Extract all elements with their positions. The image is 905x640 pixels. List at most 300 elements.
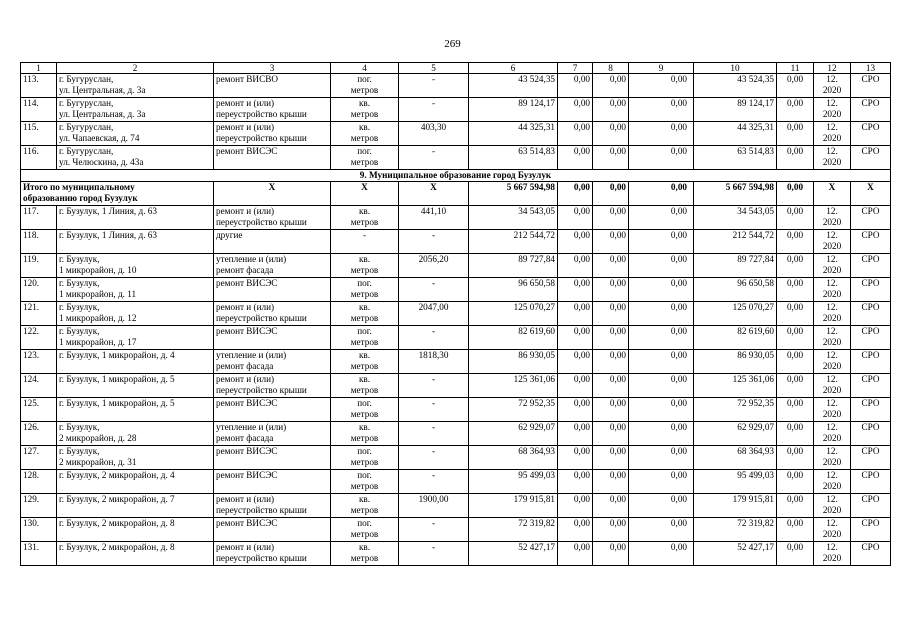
unit-cell-text: метров xyxy=(350,109,379,119)
value-cell-text: 0,00 xyxy=(670,350,687,360)
unit-cell xyxy=(331,122,399,146)
value-cell-text: 0,00 xyxy=(609,470,626,480)
cost-cell xyxy=(469,494,558,518)
address-cell-text: 1 микрорайон, д. 11 xyxy=(59,289,137,299)
value-cell xyxy=(777,398,814,422)
column-number: 13 xyxy=(851,63,891,74)
value-cell-text: 0,00 xyxy=(609,230,626,240)
unit-cell-text: метров xyxy=(350,217,379,227)
row-number-text: 120. xyxy=(23,278,40,288)
date-cell-text: 2020 xyxy=(822,385,842,395)
address-cell xyxy=(57,446,214,470)
table-row xyxy=(21,302,891,326)
unit-cell-text: кв. xyxy=(358,302,371,312)
work-type-cell-text: ремонт фасада xyxy=(216,265,274,275)
date-cell xyxy=(814,302,851,326)
value-cell xyxy=(558,302,593,326)
cost-repeat-cell xyxy=(694,230,777,254)
quantity-cell-text: - xyxy=(431,398,436,408)
value-cell xyxy=(777,470,814,494)
unit-cell-text: кв. xyxy=(358,374,371,384)
unit-cell-text: кв. xyxy=(358,542,371,552)
work-type-cell xyxy=(214,494,331,518)
value-cell xyxy=(558,518,593,542)
date-cell xyxy=(814,98,851,122)
cost-cell-text: 82 619,60 xyxy=(518,326,555,336)
unit-cell-text: пог. xyxy=(357,446,372,456)
cost-repeat-cell xyxy=(694,542,777,566)
value-cell-text: 0,00 xyxy=(573,326,590,336)
value-cell xyxy=(629,122,694,146)
value-cell-text: 0,00 xyxy=(573,74,590,84)
table-row xyxy=(21,350,891,374)
unit-cell-text: кв. xyxy=(358,122,371,132)
value-cell xyxy=(558,74,593,98)
total-cost-repeat: 5 667 594,98 xyxy=(694,182,777,206)
row-number xyxy=(21,350,57,374)
cost-cell-text: 125 070,27 xyxy=(513,302,555,312)
work-type-cell xyxy=(214,398,331,422)
quantity-cell-text: - xyxy=(431,446,436,456)
quantity-cell-text: - xyxy=(431,542,436,552)
unit-cell xyxy=(331,494,399,518)
column-number: 6 xyxy=(469,63,558,74)
value-cell-text: 0,00 xyxy=(670,446,687,456)
value-cell-text: 0,00 xyxy=(573,254,590,264)
address-cell-text: г. Бугуруслан, xyxy=(59,98,114,108)
work-type-cell-text: ремонт и (или) xyxy=(216,302,275,312)
source-cell-text: СРО xyxy=(861,518,880,528)
value-cell xyxy=(558,146,593,170)
cost-cell-text: 89 727,84 xyxy=(518,254,555,264)
source-cell xyxy=(851,230,891,254)
work-type-cell xyxy=(214,254,331,278)
unit-cell xyxy=(331,230,399,254)
date-cell xyxy=(814,422,851,446)
source-cell xyxy=(851,470,891,494)
value-cell xyxy=(558,542,593,566)
address-cell xyxy=(57,122,214,146)
value-cell xyxy=(777,146,814,170)
cost-cell xyxy=(469,206,558,230)
unit-cell xyxy=(331,542,399,566)
source-cell xyxy=(851,74,891,98)
date-cell-text: 12. xyxy=(826,374,838,384)
cost-repeat-cell xyxy=(694,206,777,230)
source-cell-text: СРО xyxy=(861,374,880,384)
value-cell xyxy=(558,254,593,278)
quantity-cell-text: - xyxy=(431,422,436,432)
work-type-cell-text: переустройство крыши xyxy=(216,553,307,563)
quantity-cell xyxy=(399,230,469,254)
source-cell-text: СРО xyxy=(861,422,880,432)
value-cell xyxy=(629,302,694,326)
date-cell-text: 2020 xyxy=(822,409,842,419)
cost-cell xyxy=(469,326,558,350)
date-cell xyxy=(814,470,851,494)
value-cell-text: 0,00 xyxy=(609,254,626,264)
value-cell xyxy=(629,206,694,230)
value-cell-text: 0,00 xyxy=(786,146,804,156)
value-cell xyxy=(777,230,814,254)
total-x: X xyxy=(399,182,469,206)
date-cell-text: 12. xyxy=(826,422,838,432)
value-cell xyxy=(558,326,593,350)
value-cell xyxy=(629,542,694,566)
date-cell xyxy=(814,350,851,374)
table-row xyxy=(21,446,891,470)
total-value: 0,00 xyxy=(629,182,694,206)
date-cell-text: 2020 xyxy=(822,481,842,491)
total-label-line: образованию город Бузулук xyxy=(23,193,138,203)
work-type-cell xyxy=(214,542,331,566)
cost-cell xyxy=(469,230,558,254)
cost-cell xyxy=(469,470,558,494)
cost-cell xyxy=(469,374,558,398)
value-cell-text: 0,00 xyxy=(786,350,804,360)
cost-repeat-cell xyxy=(694,446,777,470)
quantity-cell-text: - xyxy=(431,326,436,336)
unit-cell xyxy=(331,470,399,494)
address-cell xyxy=(57,302,214,326)
address-cell xyxy=(57,494,214,518)
work-type-cell-text: ремонт и (или) xyxy=(216,374,275,384)
value-cell-text: 0,00 xyxy=(573,422,590,432)
unit-cell xyxy=(331,518,399,542)
value-cell-text: 0,00 xyxy=(786,494,804,504)
table-row xyxy=(21,98,891,122)
row-number xyxy=(21,98,57,122)
value-cell-text: 0,00 xyxy=(786,122,804,132)
value-cell-text: 0,00 xyxy=(670,254,687,264)
cost-cell-text: 63 514,83 xyxy=(518,146,555,156)
source-cell xyxy=(851,422,891,446)
row-number xyxy=(21,206,57,230)
date-cell xyxy=(814,122,851,146)
cost-cell-text: 86 930,05 xyxy=(518,350,555,360)
quantity-cell xyxy=(399,398,469,422)
row-number xyxy=(21,146,57,170)
row-number-text: 121. xyxy=(23,302,40,312)
row-number xyxy=(21,422,57,446)
row-number-text: 117. xyxy=(23,206,39,216)
value-cell-text: 0,00 xyxy=(670,542,687,552)
cost-cell-text: 125 361,06 xyxy=(513,374,555,384)
unit-cell xyxy=(331,398,399,422)
work-type-cell-text: переустройство крыши xyxy=(216,217,307,227)
unit-cell-text: метров xyxy=(350,505,379,515)
cost-repeat-cell-text: 95 499,03 xyxy=(737,470,774,480)
address-cell-text: г. Бузулук, 1 Линия, д. 63 xyxy=(59,230,157,240)
work-type-cell-text: ремонт ВИСЭС xyxy=(216,398,278,408)
value-cell-text: 0,00 xyxy=(609,398,626,408)
address-cell-text: ул. Центральная, д. 3а xyxy=(59,109,146,119)
unit-cell xyxy=(331,278,399,302)
value-cell-text: 0,00 xyxy=(786,422,804,432)
source-cell xyxy=(851,254,891,278)
date-cell xyxy=(814,146,851,170)
date-cell-text: 2020 xyxy=(822,529,842,539)
value-cell xyxy=(593,422,629,446)
source-cell xyxy=(851,302,891,326)
cost-repeat-cell xyxy=(694,374,777,398)
table-row xyxy=(21,542,891,566)
total-value: 0,00 xyxy=(777,182,814,206)
value-cell xyxy=(777,326,814,350)
unit-cell-text: кв. xyxy=(358,350,371,360)
source-cell-text: СРО xyxy=(861,350,880,360)
value-cell xyxy=(777,494,814,518)
value-cell-text: 0,00 xyxy=(786,98,804,108)
quantity-cell-text: 2056,20 xyxy=(418,254,449,264)
date-cell-text: 12. xyxy=(826,122,838,132)
unit-cell xyxy=(331,206,399,230)
unit-cell-text: пог. xyxy=(357,146,372,156)
work-type-cell xyxy=(214,326,331,350)
source-cell-text: СРО xyxy=(861,470,880,480)
value-cell-text: 0,00 xyxy=(786,74,804,84)
value-cell xyxy=(558,374,593,398)
cost-repeat-cell-text: 89 727,84 xyxy=(737,254,774,264)
value-cell-text: 0,00 xyxy=(609,278,626,288)
date-cell-text: 2020 xyxy=(822,217,842,227)
source-cell xyxy=(851,518,891,542)
column-number: 2 xyxy=(57,63,214,74)
value-cell-text: 0,00 xyxy=(573,278,590,288)
address-cell-text: г. Бузулук, 1 микрорайон, д. 5 xyxy=(59,374,175,384)
value-cell-text: 0,00 xyxy=(573,374,590,384)
value-cell-text: 0,00 xyxy=(670,146,687,156)
quantity-cell-text: - xyxy=(431,374,436,384)
value-cell-text: 0,00 xyxy=(573,470,590,480)
source-cell xyxy=(851,350,891,374)
value-cell xyxy=(777,350,814,374)
value-cell xyxy=(593,254,629,278)
row-number-text: 123. xyxy=(23,350,40,360)
value-cell-text: 0,00 xyxy=(573,398,590,408)
work-type-cell-text: переустройство крыши xyxy=(216,385,307,395)
cost-repeat-cell xyxy=(694,326,777,350)
unit-cell-text: кв. xyxy=(358,422,371,432)
cost-cell xyxy=(469,518,558,542)
source-cell xyxy=(851,98,891,122)
value-cell-text: 0,00 xyxy=(609,350,626,360)
quantity-cell-text: - xyxy=(431,230,436,240)
address-cell xyxy=(57,230,214,254)
table-row xyxy=(21,278,891,302)
date-cell xyxy=(814,398,851,422)
work-type-cell xyxy=(214,74,331,98)
quantity-cell xyxy=(399,98,469,122)
cost-repeat-cell-text: 44 325,31 xyxy=(737,122,774,132)
unit-cell xyxy=(331,146,399,170)
source-cell xyxy=(851,398,891,422)
value-cell xyxy=(777,446,814,470)
address-cell-text: 1 микрорайон, д. 12 xyxy=(59,313,137,323)
value-cell-text: 0,00 xyxy=(786,398,804,408)
value-cell xyxy=(777,74,814,98)
address-cell xyxy=(57,146,214,170)
source-cell-text: СРО xyxy=(861,542,880,552)
unit-cell-text: пог. xyxy=(357,470,372,480)
work-type-cell xyxy=(214,278,331,302)
repair-register-table xyxy=(20,62,891,566)
value-cell xyxy=(593,122,629,146)
cost-cell-text: 179 915,81 xyxy=(513,494,555,504)
unit-cell-text: метров xyxy=(350,85,379,95)
cost-repeat-cell-text: 89 124,17 xyxy=(737,98,774,108)
value-cell-text: 0,00 xyxy=(786,446,804,456)
work-type-cell xyxy=(214,302,331,326)
unit-cell-text: метров xyxy=(350,313,379,323)
value-cell xyxy=(593,542,629,566)
address-cell-text: г. Бузулук, xyxy=(59,326,100,336)
date-cell xyxy=(814,74,851,98)
value-cell xyxy=(629,470,694,494)
row-number xyxy=(21,278,57,302)
value-cell-text: 0,00 xyxy=(670,230,687,240)
date-cell-text: 12. xyxy=(826,326,838,336)
unit-cell xyxy=(331,254,399,278)
value-cell xyxy=(629,278,694,302)
value-cell xyxy=(629,422,694,446)
value-cell xyxy=(777,122,814,146)
quantity-cell xyxy=(399,494,469,518)
column-number: 9 xyxy=(629,63,694,74)
work-type-cell-text: ремонт ВИСЭС xyxy=(216,278,278,288)
date-cell-text: 12. xyxy=(826,254,838,264)
date-cell-text: 12. xyxy=(826,398,838,408)
unit-cell-text: метров xyxy=(350,481,379,491)
total-x: X xyxy=(814,182,851,206)
date-cell-text: 12. xyxy=(826,350,838,360)
value-cell xyxy=(558,98,593,122)
row-number-text: 126. xyxy=(23,422,40,432)
value-cell xyxy=(593,74,629,98)
work-type-cell-text: ремонт ВИСЭС xyxy=(216,470,278,480)
cost-cell xyxy=(469,422,558,446)
cost-cell xyxy=(469,98,558,122)
value-cell-text: 0,00 xyxy=(670,206,687,216)
value-cell xyxy=(629,518,694,542)
source-cell xyxy=(851,278,891,302)
unit-cell xyxy=(331,446,399,470)
address-cell-text: 1 микрорайон, д. 17 xyxy=(59,337,137,347)
work-type-cell-text: ремонт фасада xyxy=(216,361,274,371)
total-label xyxy=(21,182,214,206)
row-number-text: 124. xyxy=(23,374,40,384)
value-cell xyxy=(558,350,593,374)
quantity-cell-text: 403,30 xyxy=(420,122,447,132)
date-cell-text: 12. xyxy=(826,74,838,84)
quantity-cell xyxy=(399,350,469,374)
address-cell-text: 2 микрорайон, д. 31 xyxy=(59,457,137,467)
section-title: 9. Муниципальное образование город Бузулук xyxy=(21,170,891,182)
quantity-cell xyxy=(399,254,469,278)
cost-cell-text: 72 319,82 xyxy=(518,518,555,528)
quantity-cell-text: - xyxy=(431,74,436,84)
row-number-text: 127. xyxy=(23,446,40,456)
table-row xyxy=(21,326,891,350)
unit-cell-text: пог. xyxy=(357,74,372,84)
value-cell-text: 0,00 xyxy=(786,254,804,264)
table-row xyxy=(21,422,891,446)
date-cell-text: 2020 xyxy=(822,109,842,119)
address-cell-text: г. Бузулук, xyxy=(59,422,100,432)
unit-cell-text: кв. xyxy=(358,206,371,216)
value-cell xyxy=(629,446,694,470)
cost-cell xyxy=(469,278,558,302)
value-cell xyxy=(777,98,814,122)
cost-repeat-cell-text: 72 952,35 xyxy=(737,398,774,408)
value-cell xyxy=(777,542,814,566)
value-cell-text: 0,00 xyxy=(609,446,626,456)
row-number xyxy=(21,494,57,518)
cost-cell xyxy=(469,446,558,470)
quantity-cell-text: - xyxy=(431,278,436,288)
row-number-text: 116. xyxy=(23,146,39,156)
value-cell xyxy=(593,230,629,254)
cost-cell-text: 89 124,17 xyxy=(518,98,555,108)
row-number xyxy=(21,398,57,422)
value-cell xyxy=(629,374,694,398)
value-cell-text: 0,00 xyxy=(670,326,687,336)
value-cell-text: 0,00 xyxy=(609,542,626,552)
unit-cell-text: метров xyxy=(350,289,379,299)
address-cell-text: 1 микрорайон, д. 10 xyxy=(59,265,137,275)
cost-cell xyxy=(469,74,558,98)
address-cell-text: г. Бузулук, xyxy=(59,446,100,456)
quantity-cell-text: - xyxy=(431,98,436,108)
source-cell-text: СРО xyxy=(861,446,880,456)
value-cell xyxy=(777,518,814,542)
row-number xyxy=(21,446,57,470)
total-x: X xyxy=(851,182,891,206)
cost-repeat-cell-text: 68 364,93 xyxy=(737,446,774,456)
date-cell-text: 2020 xyxy=(822,85,842,95)
source-cell xyxy=(851,122,891,146)
value-cell-text: 0,00 xyxy=(573,302,590,312)
address-cell-text: г. Бузулук, 2 микрорайон, д. 8 xyxy=(59,542,175,552)
unit-cell xyxy=(331,302,399,326)
value-cell-text: 0,00 xyxy=(609,518,626,528)
row-number-text: 131. xyxy=(23,542,40,552)
date-cell xyxy=(814,494,851,518)
cost-cell-text: 95 499,03 xyxy=(518,470,555,480)
cost-cell-text: 96 650,58 xyxy=(518,278,555,288)
cost-repeat-cell-text: 72 319,82 xyxy=(737,518,774,528)
value-cell xyxy=(593,146,629,170)
value-cell-text: 0,00 xyxy=(786,326,804,336)
date-cell xyxy=(814,374,851,398)
date-cell-text: 2020 xyxy=(822,337,842,347)
unit-cell-text: метров xyxy=(350,133,379,143)
address-cell xyxy=(57,326,214,350)
value-cell-text: 0,00 xyxy=(609,74,626,84)
work-type-cell-text: переустройство крыши xyxy=(216,313,307,323)
value-cell xyxy=(593,398,629,422)
cost-repeat-cell xyxy=(694,278,777,302)
value-cell xyxy=(777,206,814,230)
source-cell xyxy=(851,374,891,398)
quantity-cell xyxy=(399,206,469,230)
page-number: 269 xyxy=(444,38,461,50)
column-number: 1 xyxy=(21,63,57,74)
work-type-cell-text: другие xyxy=(216,230,243,240)
cost-cell-text: 212 544,72 xyxy=(513,230,555,240)
row-number-text: 125. xyxy=(23,398,40,408)
value-cell-text: 0,00 xyxy=(573,206,590,216)
